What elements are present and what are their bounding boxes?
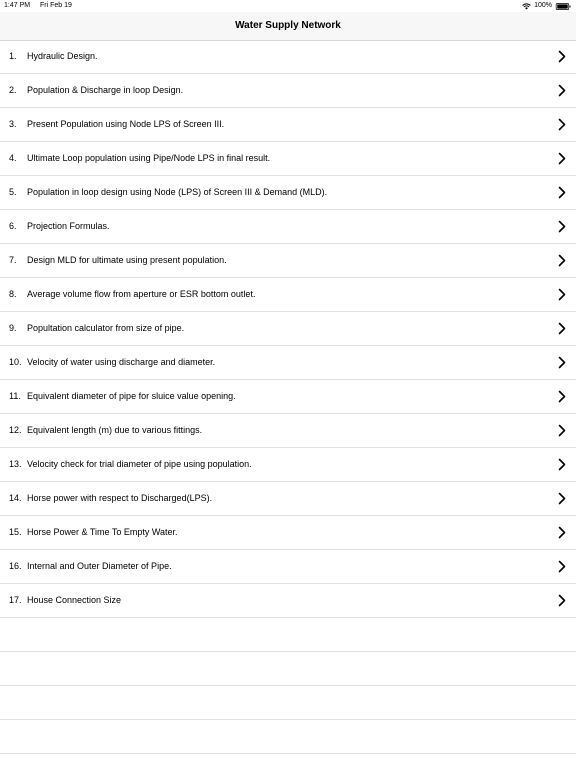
- list-item-number: 9.: [9, 323, 17, 333]
- empty-row: [0, 686, 576, 720]
- list-item[interactable]: [0, 482, 576, 516]
- chevron-right-icon: [558, 424, 566, 437]
- chevron-right-icon: [558, 254, 566, 267]
- list-item[interactable]: [0, 414, 576, 448]
- status-time: 1:47 PM: [4, 2, 31, 9]
- list-item[interactable]: [0, 584, 576, 618]
- list-item[interactable]: [0, 210, 576, 244]
- list-item-number: 6.: [9, 221, 17, 231]
- list-item-label: Horse Power & Time To Empty Water.: [27, 527, 178, 537]
- status-bar: [0, 0, 576, 12]
- status-date: Fri Feb 19: [40, 2, 72, 9]
- list-item-number: 16.: [9, 561, 22, 571]
- list-item-number: 17.: [9, 595, 22, 605]
- status-right: [522, 0, 572, 12]
- list-item[interactable]: [0, 448, 576, 482]
- chevron-right-icon: [558, 186, 566, 199]
- chevron-right-icon: [558, 458, 566, 471]
- list-item-label: Hydraulic Design.: [27, 51, 98, 61]
- list-item-label: Equivalent diameter of pipe for sluice value opening.: [27, 391, 236, 401]
- list-item-number: 1.: [9, 51, 17, 61]
- chevron-right-icon: [558, 526, 566, 539]
- list-item[interactable]: [0, 108, 576, 142]
- list-item-label: Horse power with respect to Discharged(LPS).: [27, 493, 213, 503]
- list-item-label: Internal and Outer Diameter of Pipe.: [27, 561, 172, 571]
- list-item-number: 5.: [9, 187, 17, 197]
- chevron-right-icon: [558, 288, 566, 301]
- list-item-label: Average volume flow from aperture or ESR bottom outlet.: [27, 289, 256, 299]
- list-item-label: Ultimate Loop population using Pipe/Node LPS in final result.: [27, 153, 271, 163]
- list-item[interactable]: [0, 74, 576, 108]
- list-item-label: Population & Discharge in loop Design.: [27, 85, 184, 95]
- list-item-number: 13.: [9, 459, 22, 469]
- battery-percent: 100%: [534, 2, 552, 9]
- list-item-label: Population in loop design using Node (LPS) of Screen III & Demand (MLD).: [27, 187, 328, 197]
- list-item-label: Present Population using Node LPS of Screen III.: [27, 119, 225, 129]
- list-item-label: Velocity check for trial diameter of pipe using population.: [27, 459, 252, 469]
- list-item-label: Equivalent length (m) due to various fittings.: [27, 425, 203, 435]
- list-item[interactable]: [0, 550, 576, 584]
- wifi-icon: [522, 3, 531, 10]
- chevron-right-icon: [558, 220, 566, 233]
- page-title: Water Supply Network: [235, 20, 341, 31]
- list-item-number: 15.: [9, 527, 22, 537]
- list-item-label: Popultation calculator from size of pipe.: [27, 323, 185, 333]
- chevron-right-icon: [558, 492, 566, 505]
- chevron-right-icon: [558, 152, 566, 165]
- list-item-number: 11.: [9, 391, 21, 401]
- chevron-right-icon: [558, 390, 566, 403]
- empty-row: [0, 652, 576, 686]
- empty-row: [0, 720, 576, 754]
- list-item[interactable]: [0, 516, 576, 550]
- list-item-number: 7.: [9, 255, 17, 265]
- chevron-right-icon: [558, 84, 566, 97]
- list-item-label: Design MLD for ultimate using present population.: [27, 255, 227, 265]
- menu-list: [0, 40, 576, 754]
- list-item[interactable]: [0, 142, 576, 176]
- list-item-number: 2.: [9, 85, 17, 95]
- list-item[interactable]: [0, 40, 576, 74]
- chevron-right-icon: [558, 594, 566, 607]
- empty-row: [0, 618, 576, 652]
- list-item-number: 3.: [9, 119, 17, 129]
- list-item-label: Velocity of water using discharge and diameter.: [27, 357, 216, 367]
- list-item-number: 10.: [9, 357, 22, 367]
- chevron-right-icon: [558, 50, 566, 63]
- list-item-number: 12.: [9, 425, 22, 435]
- chevron-right-icon: [558, 118, 566, 131]
- list-item-label: Projection Formulas.: [27, 221, 110, 231]
- list-item-number: 14.: [9, 493, 22, 503]
- chevron-right-icon: [558, 322, 566, 335]
- list-item[interactable]: [0, 244, 576, 278]
- list-item-number: 8.: [9, 289, 17, 299]
- chevron-right-icon: [558, 560, 566, 573]
- chevron-right-icon: [558, 356, 566, 369]
- list-item[interactable]: [0, 346, 576, 380]
- list-item[interactable]: [0, 176, 576, 210]
- list-item[interactable]: [0, 312, 576, 346]
- battery-icon: [555, 3, 572, 10]
- status-left: [4, 0, 80, 12]
- list-item[interactable]: [0, 278, 576, 312]
- navigation-bar: [0, 12, 576, 41]
- list-item-number: 4.: [9, 153, 17, 163]
- list-item-label: House Connection Size: [27, 595, 122, 605]
- list-item[interactable]: [0, 380, 576, 414]
